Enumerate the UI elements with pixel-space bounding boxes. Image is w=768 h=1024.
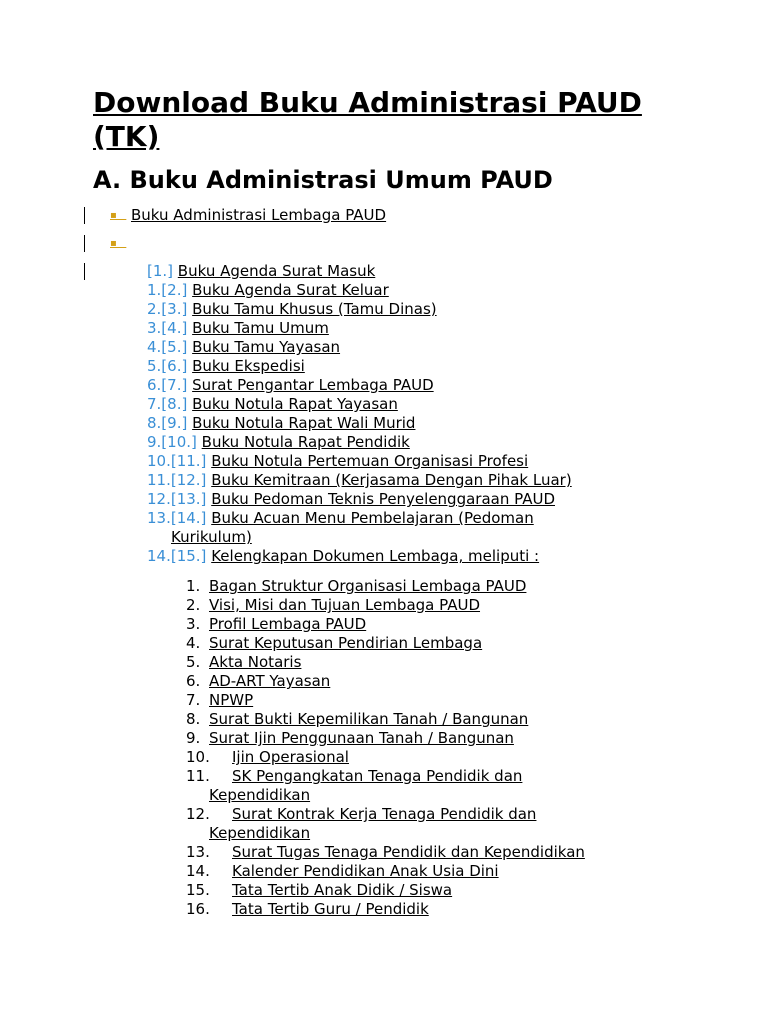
sublist-item-link[interactable]: Tata Tertib Guru / Pendidik — [232, 900, 429, 918]
list-item-link[interactable]: Buku Tamu Khusus (Tamu Dinas) — [192, 300, 437, 318]
sublist-item-link[interactable]: Kalender Pendidikan Anak Usia Dini — [232, 862, 499, 880]
list-item-link[interactable]: Buku Agenda Surat Keluar — [192, 281, 389, 299]
list-item-link[interactable]: Buku Notula Pertemuan Organisasi Profesi — [211, 452, 529, 470]
list-item-number: [1.] — [147, 262, 174, 280]
sublist-item-link[interactable]: Surat Keputusan Pendirian Lembaga — [209, 634, 483, 652]
list-item-link[interactable]: Buku Acuan Menu Pembelajaran (Pedoman — [211, 509, 534, 527]
sublist-item-link[interactable]: Surat Ijin Penggunaan Tanah / Bangunan — [209, 729, 514, 747]
list-item-continuation — [171, 528, 252, 547]
list-item-number: 10.[11.] — [147, 452, 207, 470]
list-item — [147, 414, 415, 433]
sublist-item — [186, 767, 522, 786]
list-item-number: 2.[3.] — [147, 300, 188, 318]
sublist-item-number: 6. — [186, 672, 201, 690]
section-heading: A. Buku Administrasi Umum PAUD — [93, 166, 553, 194]
sublist-item-link[interactable]: Surat Kontrak Kerja Tenaga Pendidik dan — [232, 805, 537, 823]
sublist-item — [186, 634, 482, 653]
sublist-item-link[interactable]: NPWP — [209, 691, 254, 709]
list-item — [147, 357, 305, 376]
margin-bar — [84, 207, 85, 224]
list-item-link[interactable]: Kelengkapan Dokumen Lembaga, meliputi : — [211, 547, 540, 565]
sublist-item-link[interactable]: Bagan Struktur Organisasi Lembaga PAUD — [209, 577, 527, 595]
list-item — [147, 319, 329, 338]
sublist-item — [186, 729, 514, 748]
sublist-item-number: 1. — [186, 577, 201, 595]
list-item-link[interactable]: Buku Notula Rapat Yayasan — [192, 395, 398, 413]
list-item — [147, 452, 528, 471]
list-item-number: 3.[4.] — [147, 319, 188, 337]
sublist-item-number: 3. — [186, 615, 201, 633]
list-item-number: 14.[15.] — [147, 547, 207, 565]
bullet-icon: ▪ — [110, 238, 127, 249]
sublist-item-link[interactable]: AD-ART Yayasan — [209, 672, 331, 690]
list-item-number: 4.[5.] — [147, 338, 188, 356]
sublist-item-continuation — [209, 786, 310, 805]
list-item-number: 13.[14.] — [147, 509, 207, 527]
sublist-item — [186, 672, 330, 691]
sublist-item — [186, 862, 499, 881]
list-item-link[interactable]: Buku Ekspedisi — [192, 357, 305, 375]
sublist-item — [186, 691, 253, 710]
list-item-link[interactable]: Buku Notula Rapat Wali Murid — [192, 414, 416, 432]
list-item-number: 12.[13.] — [147, 490, 207, 508]
sublist-item-number: 11. — [186, 767, 210, 785]
sublist-item — [186, 577, 526, 596]
sublist-item-link[interactable]: Surat Bukti Kepemilikan Tanah / Bangunan — [209, 710, 529, 728]
sublist-item-number: 16. — [186, 900, 210, 918]
sublist-item-number: 4. — [186, 634, 201, 652]
sublist-item-link[interactable]: Tata Tertib Anak Didik / Siswa — [232, 881, 453, 899]
list-item — [147, 338, 340, 357]
list-item — [147, 509, 534, 528]
sublist-item-number: 2. — [186, 596, 201, 614]
sublist-item — [186, 596, 480, 615]
margin-bar — [84, 263, 85, 280]
list-item — [147, 281, 389, 300]
list-item-link[interactable]: Kurikulum) — [171, 528, 252, 546]
sublist-item-number: 13. — [186, 843, 210, 861]
sublist-item-number: 8. — [186, 710, 201, 728]
list-item-link[interactable]: Buku Notula Rapat Pendidik — [201, 433, 410, 451]
list-item-number: 11.[12.] — [147, 471, 207, 489]
list-item-link[interactable]: Buku Agenda Surat Masuk — [177, 262, 376, 280]
sublist-item-number: 7. — [186, 691, 201, 709]
sublist-item — [186, 653, 301, 672]
sublist-item-number: 10. — [186, 748, 210, 766]
list-item — [147, 395, 398, 414]
list-item — [147, 376, 434, 395]
sublist-item-number: 14. — [186, 862, 210, 880]
list-item-number: 9.[10.] — [147, 433, 197, 451]
list-item — [147, 490, 555, 509]
sublist-item — [186, 805, 536, 824]
list-item — [147, 471, 572, 490]
list-item-link[interactable]: Buku Tamu Yayasan — [192, 338, 341, 356]
sublist-item-link[interactable]: Surat Tugas Tenaga Pendidik dan Kependidikan — [232, 843, 585, 861]
list-item-link[interactable]: Surat Pengantar Lembaga PAUD — [192, 376, 434, 394]
sublist-item-number: 5. — [186, 653, 201, 671]
sublist-item — [186, 710, 528, 729]
list-item — [147, 300, 437, 319]
list-item — [147, 262, 375, 281]
sublist-item-link[interactable]: Kependidikan — [209, 824, 311, 842]
sublist-item — [186, 748, 349, 767]
list-item-link[interactable]: Buku Kemitraan (Kerjasama Dengan Pihak Luar) — [211, 471, 572, 489]
sublist-item-number: 15. — [186, 881, 210, 899]
list-item — [147, 547, 539, 566]
list-item-number: 7.[8.] — [147, 395, 188, 413]
margin-bar — [84, 235, 85, 252]
sublist-item — [186, 843, 585, 862]
list-item-number: 5.[6.] — [147, 357, 188, 375]
bullet-icon: ▪ — [110, 210, 127, 221]
list-item-number: 8.[9.] — [147, 414, 188, 432]
sublist-item-number: 12. — [186, 805, 210, 823]
sublist-item-link[interactable]: Profil Lembaga PAUD — [209, 615, 367, 633]
sublist-item-link[interactable]: Ijin Operasional — [232, 748, 349, 766]
list-item-number: 1.[2.] — [147, 281, 188, 299]
link-buku-administrasi-lembaga[interactable]: Buku Administrasi Lembaga PAUD — [131, 206, 387, 224]
list-item — [147, 433, 410, 452]
sublist-item-link[interactable]: Visi, Misi dan Tujuan Lembaga PAUD — [209, 596, 481, 614]
list-item-link[interactable]: Buku Tamu Umum — [192, 319, 329, 337]
sublist-item-continuation — [209, 824, 310, 843]
list-item-link[interactable]: Buku Pedoman Teknis Penyelenggaraan PAUD — [211, 490, 555, 508]
list-item-number: 6.[7.] — [147, 376, 188, 394]
sublist-item — [186, 881, 452, 900]
document-title: Download Buku Administrasi PAUD (TK) — [93, 86, 642, 153]
sublist-item-link[interactable]: Kependidikan — [209, 786, 311, 804]
sublist-item-number: 9. — [186, 729, 201, 747]
sublist-item-link[interactable]: SK Pengangkatan Tenaga Pendidik dan — [232, 767, 523, 785]
sublist-item — [186, 615, 366, 634]
sublist-item-link[interactable]: Akta Notaris — [209, 653, 302, 671]
sublist-item — [186, 900, 429, 919]
